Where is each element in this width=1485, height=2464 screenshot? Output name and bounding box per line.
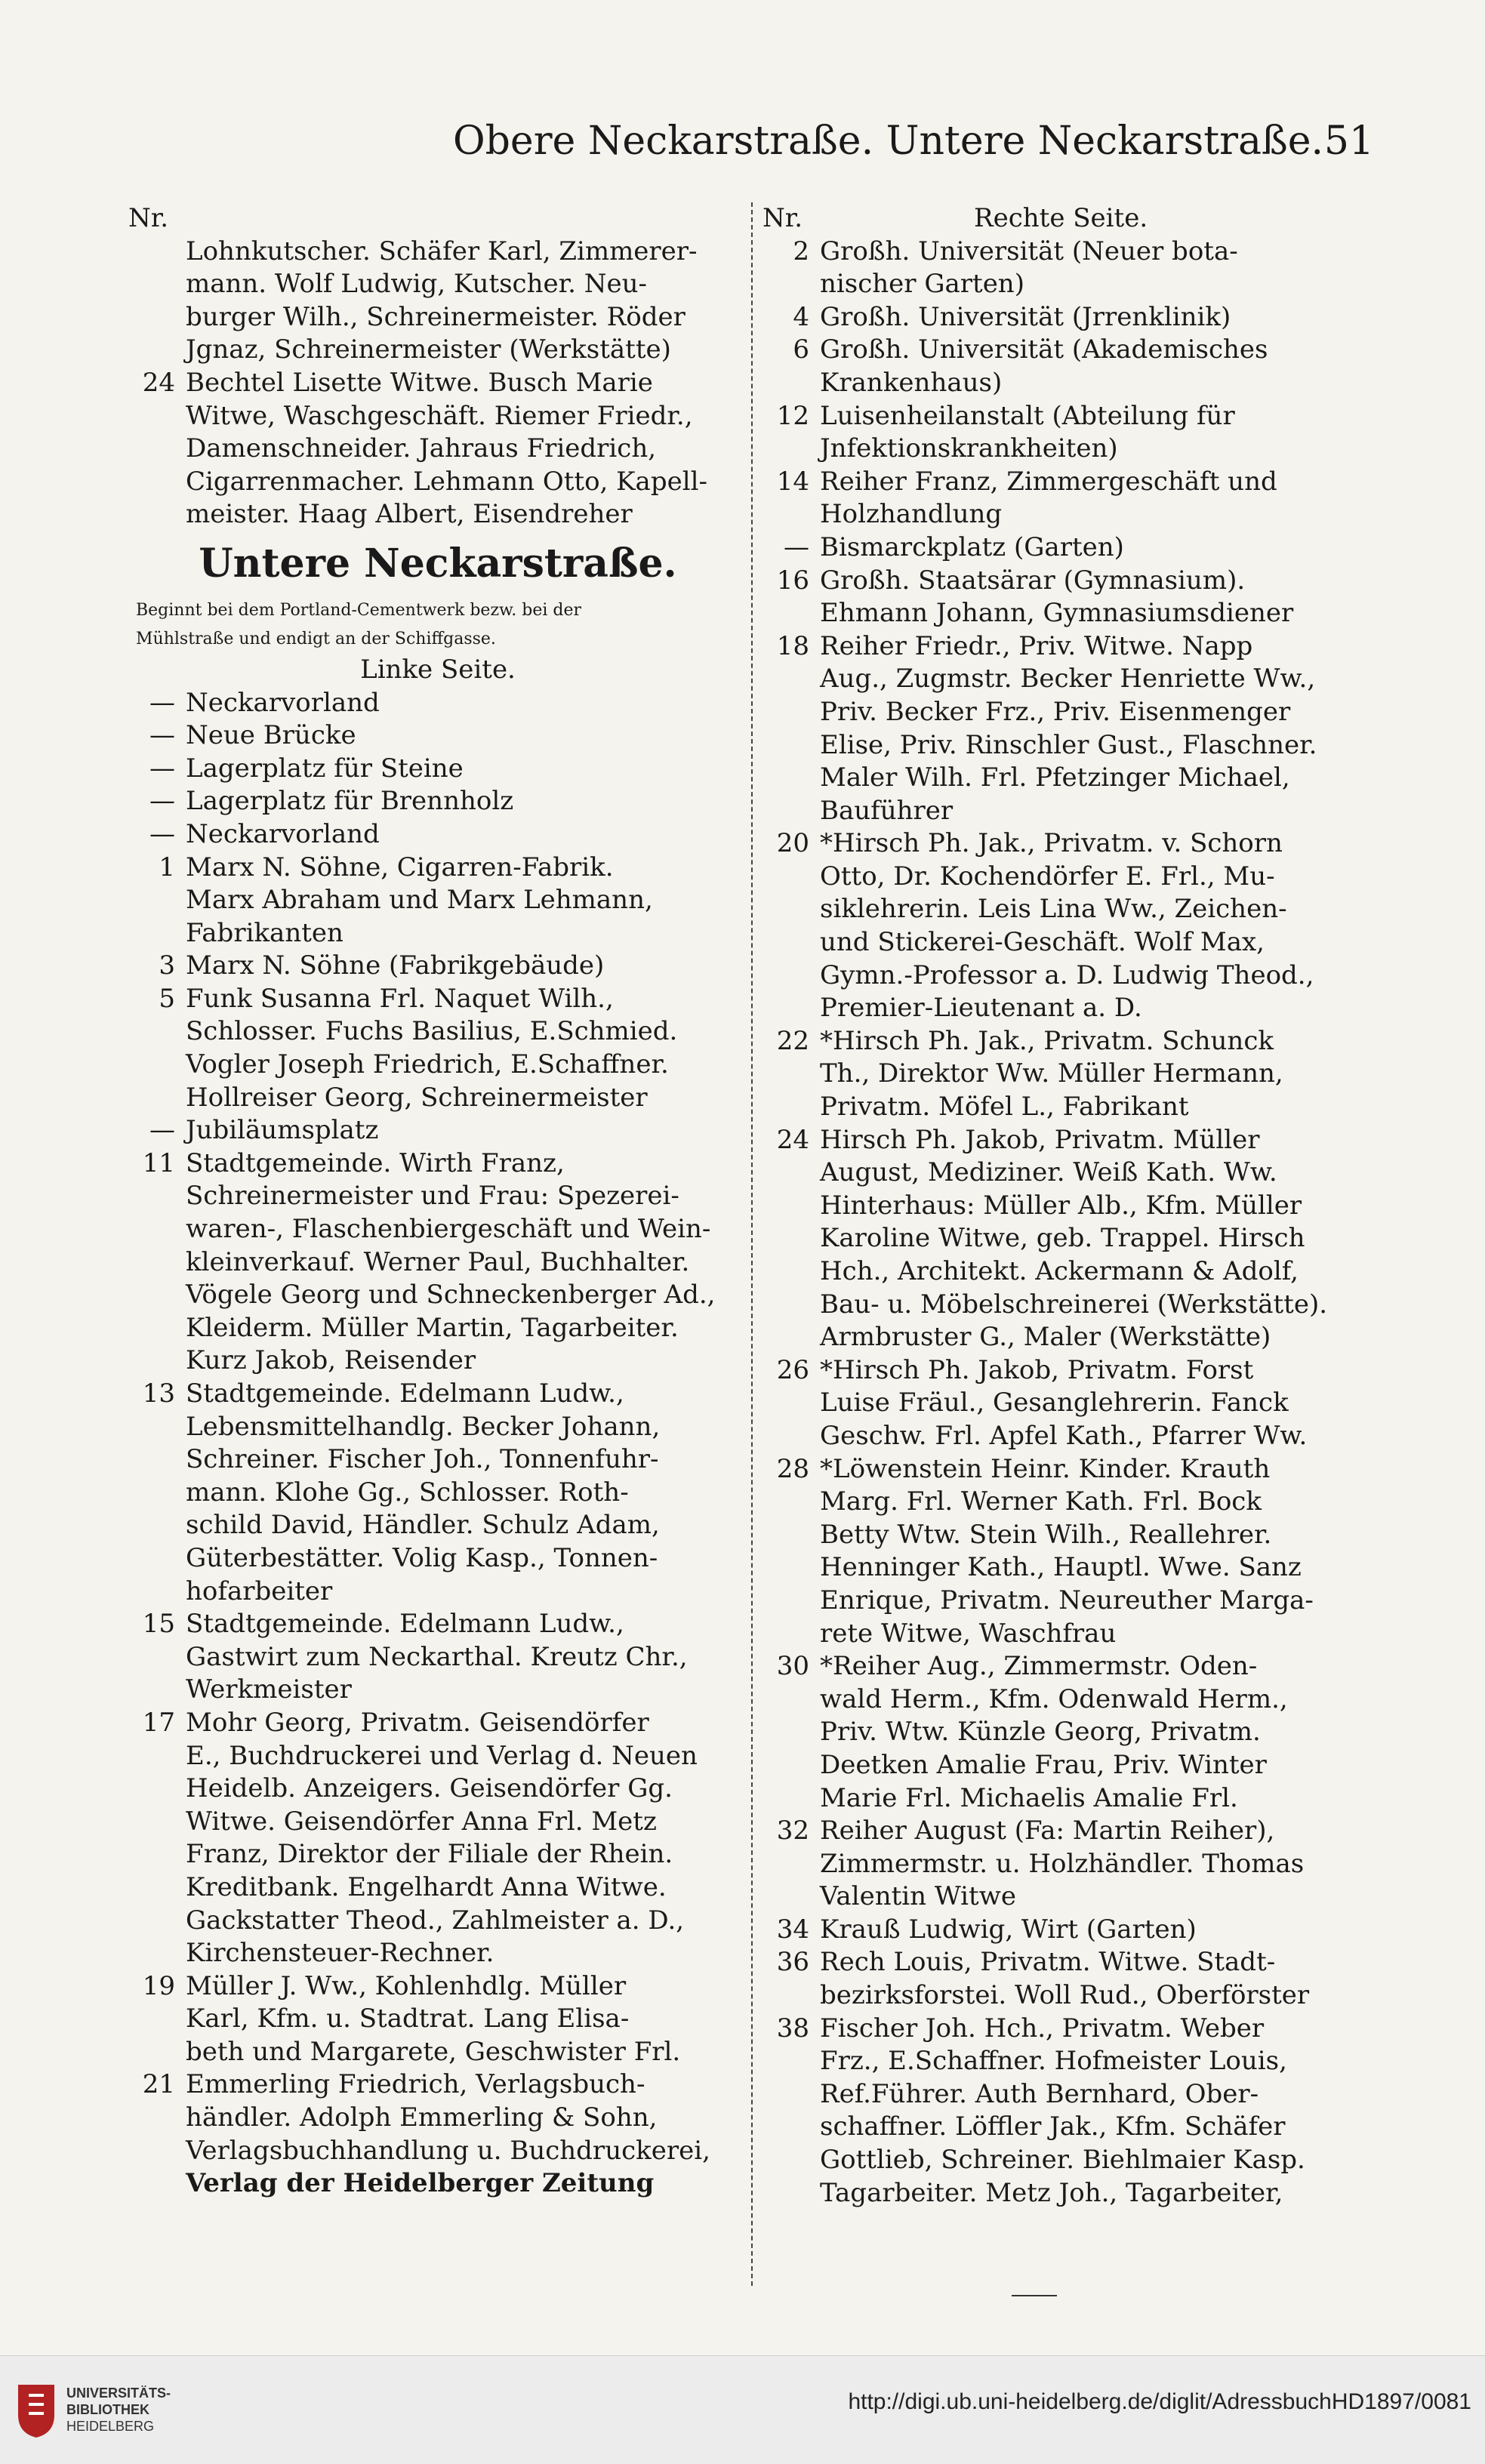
entry-text: Damenschneider. Jahraus Friedrich, <box>186 433 657 464</box>
entry-text: Lagerplatz für Steine <box>186 753 464 784</box>
right-entry-line <box>763 2045 1366 2078</box>
left-entry-line <box>128 1279 747 1312</box>
right-entry-line <box>763 1321 1366 1354</box>
right-entry-line <box>763 1551 1366 1585</box>
entry-text: *Reiher Aug., Zimmermstr. Oden- <box>820 1651 1258 1682</box>
entry-text: Verlagsbuchhandlung u. Buchdruckerei, <box>186 2135 710 2166</box>
entry-text: Valentin Witwe <box>820 1881 1016 1912</box>
entry-text: Großh. Universität (Jrrenklinik) <box>820 301 1231 332</box>
entry-text: Kleiderm. Müller Martin, Tagarbeiter. <box>186 1312 679 1343</box>
entry-text: Vogler Joseph Friedrich, E.Schaffner. <box>186 1049 669 1080</box>
right-entry-line <box>763 795 1366 828</box>
right-entry-line <box>763 301 1366 334</box>
street-note-line-1: Beginnt bei dem Portland-Cementwerk bezw. bei der <box>136 600 582 620</box>
entry-text: händler. Adolph Emmerling & Sohn, <box>186 2102 658 2133</box>
left-entry-line <box>128 2102 747 2135</box>
house-number: 26 <box>776 1354 809 1385</box>
right-entry-line <box>763 1618 1366 1651</box>
entry-text: Verlag der Heidelberger Zeitung <box>186 2168 655 2199</box>
left-entry-line <box>128 1180 747 1213</box>
entry-text: Kreditbank. Engelhardt Anna Witwe. <box>186 1871 667 1902</box>
entry-text: Marie Frl. Michaelis Amalie Frl. <box>820 1782 1238 1813</box>
entry-text: Marg. Frl. Werner Kath. Frl. Bock <box>820 1486 1262 1517</box>
entry-text: Bauführer <box>820 795 954 826</box>
entry-text: *Hirsch Ph. Jak., Privatm. v. Schorn <box>820 828 1283 859</box>
left-entry-line <box>128 785 747 818</box>
entry-text: Kurz Jakob, Reisender <box>186 1345 476 1376</box>
right-column <box>763 202 1366 2210</box>
entry-text: Tagarbeiter. Metz Joh., Tagarbeiter, <box>820 2177 1283 2208</box>
entry-text: nischer Garten) <box>820 269 1024 300</box>
right-entry-line <box>763 1848 1366 1881</box>
left-column-continuation <box>128 202 747 531</box>
entry-text: August, Mediziner. Weiß Kath. Ww. <box>820 1157 1277 1188</box>
right-entry-line <box>763 1222 1366 1255</box>
right-column-header <box>763 202 1366 236</box>
right-entry-line <box>763 236 1366 269</box>
left-entry-line <box>128 1344 747 1378</box>
entry-text: Reiher Friedr., Priv. Witwe. Napp <box>820 630 1253 661</box>
entry-text: schild David, Händler. Schulz Adam, <box>186 1510 660 1541</box>
entry-text: Heidelb. Anzeigers. Geisendörfer Gg. <box>186 1773 673 1804</box>
right-entry-line <box>763 1519 1366 1552</box>
right-entry-line <box>763 893 1366 926</box>
left-entry-line <box>128 1312 747 1345</box>
entry-text: Privatm. Möfel L., Fabrikant <box>820 1092 1189 1123</box>
entry-text: Karoline Witwe, geb. Trappel. Hirsch <box>820 1223 1305 1254</box>
right-entry-line <box>763 762 1366 795</box>
entry-text: Werkmeister <box>186 1674 352 1705</box>
entry-text: Marx Abraham und Marx Lehmann, <box>186 885 653 916</box>
entry-text: Jgnaz, Schreinermeister (Werkstätte) <box>186 334 671 365</box>
street-title: Untere Neckarstraße. <box>199 540 677 587</box>
entry-text: Maler Wilh. Frl. Pfetzinger Michael, <box>820 762 1290 793</box>
right-entry-line <box>763 1815 1366 1848</box>
entry-text: Marx N. Söhne, Cigarren-Fabrik. <box>186 852 614 882</box>
left-entry-line <box>128 917 747 950</box>
entry-text: Witwe. Geisendörfer Anna Frl. Metz <box>186 1806 657 1837</box>
house-number: 22 <box>776 1025 809 1056</box>
left-continuation-line <box>128 367 747 400</box>
entry-text: Lagerplatz für Brennholz <box>186 786 514 817</box>
left-entry-line <box>128 1411 747 1444</box>
entry-text: Fischer Joh. Hch., Privatm. Weber <box>820 2013 1265 2044</box>
entry-text: wald Herm., Kfm. Odenwald Herm., <box>820 1683 1288 1714</box>
house-number: — <box>149 720 175 751</box>
left-entry-line <box>128 2036 747 2069</box>
left-entry-line <box>128 1147 747 1181</box>
entry-text: Stadtgemeinde. Edelmann Ludw., <box>186 1609 624 1640</box>
house-number: 1 <box>159 852 175 882</box>
right-entry-line <box>763 1091 1366 1124</box>
right-entry-line <box>763 1354 1366 1388</box>
house-number: 36 <box>776 1947 809 1978</box>
entry-text: Priv. Wtw. Künzle Georg, Privatm. <box>820 1717 1261 1748</box>
house-number: 2 <box>793 236 809 266</box>
house-number: 4 <box>793 301 809 332</box>
right-entry-line <box>763 696 1366 729</box>
right-entry-line <box>763 2144 1366 2177</box>
page-end-dash <box>1012 2295 1057 2296</box>
house-number: 32 <box>776 1816 809 1846</box>
entry-text: mann. Wolf Ludwig, Kutscher. Neu- <box>186 269 648 300</box>
right-entry-line <box>763 861 1366 894</box>
left-entry-line <box>128 1608 747 1641</box>
right-entry-line <box>763 1486 1366 1519</box>
left-entry-line <box>128 2167 747 2201</box>
left-entry-line <box>128 1806 747 1839</box>
left-entry-line <box>128 1509 747 1542</box>
right-entry-line <box>763 1914 1366 1947</box>
entry-text: Marx N. Söhne (Fabrikgebäude) <box>186 950 605 981</box>
house-number: 17 <box>142 1707 175 1738</box>
left-column-entries <box>128 687 747 2201</box>
left-entry-line <box>128 1575 747 1609</box>
house-number: 24 <box>142 367 175 398</box>
entry-text: Th., Direktor Ww. Müller Hermann, <box>820 1058 1283 1089</box>
house-number: — <box>149 786 175 817</box>
entry-text: Schreinermeister und Frau: Spezerei- <box>186 1181 679 1212</box>
house-number: 28 <box>776 1453 809 1484</box>
house-number: 30 <box>776 1651 809 1682</box>
entry-text: Franz, Direktor der Filiale der Rhein. <box>186 1839 673 1870</box>
house-number: 5 <box>159 983 175 1014</box>
left-entry-line <box>128 1674 747 1707</box>
running-head <box>121 115 1374 168</box>
right-entry-line <box>763 1190 1366 1223</box>
right-entry-line <box>763 1946 1366 1979</box>
entry-text: Gymn.-Professor a. D. Ludwig Theod., <box>820 959 1314 990</box>
source-url[interactable]: http://digi.ub.uni-heidelberg.de/diglit/AdressbuchHD1897/0081 <box>848 2389 1471 2414</box>
left-entry-line <box>128 1905 747 1938</box>
right-entry-line <box>763 1880 1366 1914</box>
right-entry-line <box>763 630 1366 664</box>
entry-text: Cigarrenmacher. Lehmann Otto, Kapell- <box>186 466 707 497</box>
entry-text: Müller J. Ww., Kohlenhdlg. Müller <box>186 1970 627 2001</box>
right-entry-line <box>763 400 1366 433</box>
house-number: 18 <box>776 630 809 661</box>
left-entry-line <box>128 1838 747 1871</box>
entry-text: Reiher Franz, Zimmergeschäft und <box>820 466 1277 497</box>
side-label-right: Rechte Seite. <box>974 203 1148 233</box>
entry-text: Neckarvorland <box>186 687 380 718</box>
house-number: — <box>149 753 175 784</box>
house-number: — <box>784 531 809 562</box>
entry-text: Frz., E.Schaffner. Hofmeister Louis, <box>820 2046 1287 2077</box>
entry-text: Großh. Staatsärar (Gymnasium). <box>820 565 1246 596</box>
left-continuation-line <box>128 334 747 367</box>
entry-text: Priv. Becker Frz., Priv. Eisenmenger <box>820 696 1291 727</box>
right-entry-line <box>763 498 1366 531</box>
house-number: — <box>149 1115 175 1146</box>
entry-text: Geschw. Frl. Apfel Kath., Pfarrer Ww. <box>820 1420 1308 1451</box>
right-column-entries <box>763 236 1366 2210</box>
entry-text: Ref.Führer. Auth Bernhard, Ober- <box>820 2078 1259 2109</box>
right-entry-line <box>763 1749 1366 1782</box>
right-entry-line <box>763 2013 1366 2046</box>
entry-text: Stadtgemeinde. Edelmann Ludw., <box>186 1378 624 1409</box>
library-logo-text: UNIVERSITÄTS- BIBLIOTHEK HEIDELBERG <box>66 2385 171 2434</box>
right-entry-line <box>763 1650 1366 1683</box>
house-number: 20 <box>776 828 809 859</box>
left-continuation-line <box>128 301 747 334</box>
side-label-left: Linke Seite. <box>360 654 516 685</box>
entry-text: Güterbestätter. Volig Kasp., Tonnen- <box>186 1542 658 1573</box>
left-entry-line <box>128 1740 747 1773</box>
entry-text: Jnfektionskrankheiten) <box>820 433 1118 464</box>
entry-text: Vögele Georg und Schneckenberger Ad., <box>186 1280 716 1311</box>
right-entry-line <box>763 2078 1366 2111</box>
right-entry-line <box>763 827 1366 861</box>
right-entry-line <box>763 1453 1366 1486</box>
left-continuation-line <box>128 498 747 531</box>
entry-text: bezirksforstei. Woll Rud., Oberförster <box>820 1980 1310 2011</box>
left-continuation-line <box>128 433 747 466</box>
entry-text: Betty Wtw. Stein Wilh., Reallehrer. <box>820 1519 1272 1550</box>
left-entry-line <box>128 983 747 1016</box>
entry-text: *Hirsch Ph. Jakob, Privatm. Forst <box>820 1354 1254 1385</box>
column-divider <box>751 202 753 2286</box>
right-entry-line <box>763 531 1366 565</box>
house-number: 12 <box>776 400 809 431</box>
left-entry-line <box>128 1378 747 1411</box>
right-entry-line <box>763 1058 1366 1091</box>
house-number: 34 <box>776 1914 809 1945</box>
right-entry-line <box>763 1585 1366 1618</box>
page-header-title: Obere Neckarstraße. Untere Neckarstraße. <box>453 119 1324 164</box>
right-entry-line <box>763 1782 1366 1816</box>
right-entry-line <box>763 1683 1366 1717</box>
entry-text: Schlosser. Fuchs Basilius, E.Schmied. <box>186 1016 678 1047</box>
house-number: 24 <box>776 1124 809 1155</box>
entry-text: kleinverkauf. Werner Paul, Buchhalter. <box>186 1246 690 1277</box>
university-seal-icon <box>14 2380 59 2441</box>
house-number: 16 <box>776 565 809 596</box>
entry-text: Aug., Zugmstr. Becker Henriette Ww., <box>820 664 1316 695</box>
left-entry-line <box>128 1871 747 1905</box>
right-entry-line <box>763 1716 1366 1749</box>
house-number: 3 <box>159 950 175 981</box>
entry-text: waren-, Flaschenbiergeschäft und Wein- <box>186 1214 711 1245</box>
street-note-line-2: Mühlstraße und endigt an der Schiffgasse. <box>136 629 496 648</box>
left-entry-line <box>128 2068 747 2102</box>
left-entry-line <box>128 719 747 753</box>
right-entry-line <box>763 268 1366 301</box>
left-entry-line <box>128 1542 747 1575</box>
entry-text: Mohr Georg, Privatm. Geisendörfer <box>186 1707 649 1738</box>
left-continuation-line <box>128 236 747 269</box>
entry-text: Henninger Kath., Hauptl. Wwe. Sanz <box>820 1552 1302 1583</box>
right-entry-line <box>763 1124 1366 1157</box>
entry-text: Emmerling Friedrich, Verlagsbuch- <box>186 2069 645 2100</box>
entry-text: hofarbeiter <box>186 1575 333 1606</box>
right-entry-line <box>763 959 1366 993</box>
entry-text: Reiher August (Fa: Martin Reiher), <box>820 1816 1275 1846</box>
left-entry-line <box>128 852 747 885</box>
entry-text: Funk Susanna Frl. Naquet Wilh., <box>186 983 614 1014</box>
entry-text: Großh. Universität (Akademisches <box>820 334 1268 365</box>
viewer-footer <box>0 2355 1485 2464</box>
right-entry-line <box>763 466 1366 499</box>
right-entry-line <box>763 992 1366 1025</box>
house-number: 6 <box>793 334 809 365</box>
entry-text: siklehrerin. Leis Lina Ww., Zeichen- <box>820 894 1287 925</box>
left-entry-line <box>128 1477 747 1510</box>
right-entry-line <box>763 334 1366 367</box>
entry-text: Großh. Universität (Neuer bota- <box>820 236 1238 266</box>
right-entry-line <box>763 2111 1366 2144</box>
entry-text: Bechtel Lisette Witwe. Busch Marie <box>186 367 653 398</box>
page-number: 51 <box>1323 119 1374 164</box>
left-continuation-line <box>128 466 747 499</box>
entry-text: Otto, Dr. Kochendörfer E. Frl., Mu- <box>820 861 1275 892</box>
entry-text: E., Buchdruckerei und Verlag d. Neuen <box>186 1740 698 1771</box>
right-entry-line <box>763 1289 1366 1322</box>
right-entry-line <box>763 1420 1366 1453</box>
left-entry-line <box>128 1082 747 1115</box>
entry-text: Luisenheilanstalt (Abteilung für <box>820 400 1235 431</box>
left-entry-line <box>128 753 747 786</box>
house-number: — <box>149 687 175 718</box>
entry-text: Stadtgemeinde. Wirth Franz, <box>186 1147 565 1178</box>
right-entry-line <box>763 433 1366 466</box>
entry-text: mann. Klohe Gg., Schlosser. Roth- <box>186 1477 629 1508</box>
left-entry-line <box>128 1049 747 1082</box>
entry-text: Holzhandlung <box>820 499 1003 530</box>
house-number: 11 <box>142 1147 175 1178</box>
entry-text: Nr. <box>128 203 169 233</box>
left-entry-line <box>128 2003 747 2036</box>
left-entry-line <box>128 1015 747 1049</box>
house-number: 38 <box>776 2013 809 2044</box>
entry-text: Hirsch Ph. Jakob, Privatm. Müller <box>820 1124 1260 1155</box>
left-entry-line <box>128 1641 747 1674</box>
entry-text: Krankenhaus) <box>820 367 1003 398</box>
entry-text: Witwe, Waschgeschäft. Riemer Friedr., <box>186 400 693 431</box>
entry-text: Karl, Kfm. u. Stadtrat. Lang Elisa- <box>186 2004 630 2034</box>
entry-text: Neue Brücke <box>186 720 356 751</box>
entry-text: Ehmann Johann, Gymnasiumsdiener <box>820 598 1294 629</box>
right-entry-line <box>763 367 1366 400</box>
left-entry-line <box>128 884 747 917</box>
entry-text: Hch., Architekt. Ackermann & Adolf, <box>820 1256 1299 1286</box>
entry-text: Luise Fräul., Gesanglehrerin. Fanck <box>820 1388 1289 1418</box>
entry-text: Bismarckplatz (Garten) <box>820 531 1124 562</box>
house-number: 21 <box>142 2069 175 2100</box>
entry-text: Gastwirt zum Neckarthal. Kreutz Chr., <box>186 1641 688 1672</box>
right-entry-line <box>763 663 1366 696</box>
left-entry-line <box>128 1443 747 1477</box>
entry-text: schaffner. Löffler Jak., Kfm. Schäfer <box>820 2111 1286 2142</box>
entry-text: Krauß Ludwig, Wirt (Garten) <box>820 1914 1197 1945</box>
entry-text: Enrique, Privatm. Neureuther Marga- <box>820 1585 1314 1615</box>
entry-text: Bau- u. Möbelschreinerei (Werkstätte). <box>820 1289 1328 1320</box>
left-entry-line <box>128 1773 747 1806</box>
entry-text: Armbruster G., Maler (Werkstätte) <box>820 1322 1271 1353</box>
house-number: 15 <box>142 1609 175 1640</box>
left-entry-line <box>128 950 747 983</box>
left-entry-line <box>128 1970 747 2004</box>
left-entry-line <box>128 1937 747 1970</box>
right-entry-line <box>763 2177 1366 2210</box>
left-entry-line <box>128 1707 747 1740</box>
house-number: 14 <box>776 466 809 497</box>
house-number: 19 <box>142 1970 175 2001</box>
house-number: — <box>149 818 175 849</box>
left-continuation-line <box>128 400 747 433</box>
entry-text: Zimmermstr. u. Holzhändler. Thomas <box>820 1848 1305 1879</box>
entry-text: beth und Margarete, Geschwister Frl. <box>186 2036 681 2067</box>
entry-text: Gackstatter Theod., Zahlmeister a. D., <box>186 1905 685 1936</box>
entry-text: rete Witwe, Waschfrau <box>820 1618 1117 1649</box>
entry-text: Deetken Amalie Frau, Priv. Winter <box>820 1749 1267 1780</box>
right-entry-line <box>763 729 1366 762</box>
left-entry-line <box>128 2135 747 2168</box>
right-entry-line <box>763 926 1366 959</box>
left-continuation-line <box>128 202 747 236</box>
entry-text: Rech Louis, Privatm. Witwe. Stadt- <box>820 1947 1276 1978</box>
left-continuation-line <box>128 268 747 301</box>
entry-text: Lohnkutscher. Schäfer Karl, Zimmerer- <box>186 236 698 266</box>
entry-text: Fabrikanten <box>186 917 344 948</box>
entry-text: Hinterhaus: Müller Alb., Kfm. Müller <box>820 1190 1302 1221</box>
left-entry-line <box>128 1246 747 1280</box>
entry-text: Kirchensteuer-Rechner. <box>186 1938 494 1969</box>
left-entry-line <box>128 687 747 720</box>
right-entry-line <box>763 597 1366 630</box>
entry-text: Schreiner. Fischer Joh., Tonnenfuhr- <box>186 1444 659 1475</box>
entry-text: Neckarvorland <box>186 818 380 849</box>
entry-text: burger Wilh., Schreinermeister. Röder <box>186 301 686 332</box>
entry-text: Jubiläumsplatz <box>186 1115 379 1146</box>
entry-text: Elise, Priv. Rinschler Gust., Flaschner. <box>820 729 1317 760</box>
left-entry-line <box>128 818 747 852</box>
entry-text: *Löwenstein Heinr. Kinder. Krauth <box>820 1453 1271 1484</box>
column-nr-label: Nr. <box>763 203 803 233</box>
right-entry-line <box>763 1979 1366 2013</box>
entry-text: *Hirsch Ph. Jak., Privatm. Schunck <box>820 1025 1274 1056</box>
entry-text: und Stickerei-Geschäft. Wolf Max, <box>820 927 1265 958</box>
right-entry-line <box>763 1255 1366 1289</box>
entry-text: Gottlieb, Schreiner. Biehlmaier Kasp. <box>820 2145 1305 2176</box>
entry-text: Hollreiser Georg, Schreinermeister <box>186 1082 648 1113</box>
entry-text: meister. Haag Albert, Eisendreher <box>186 499 633 530</box>
left-column <box>128 202 747 2201</box>
right-entry-line <box>763 1025 1366 1058</box>
right-entry-line <box>763 565 1366 598</box>
left-entry-line <box>128 1114 747 1147</box>
right-entry-line <box>763 1157 1366 1190</box>
entry-text: Lebensmittelhandlg. Becker Johann, <box>186 1411 661 1442</box>
left-entry-line <box>128 1213 747 1246</box>
entry-text: Premier-Lieutenant a. D. <box>820 993 1142 1024</box>
right-entry-line <box>763 1387 1366 1420</box>
house-number: 13 <box>142 1378 175 1409</box>
